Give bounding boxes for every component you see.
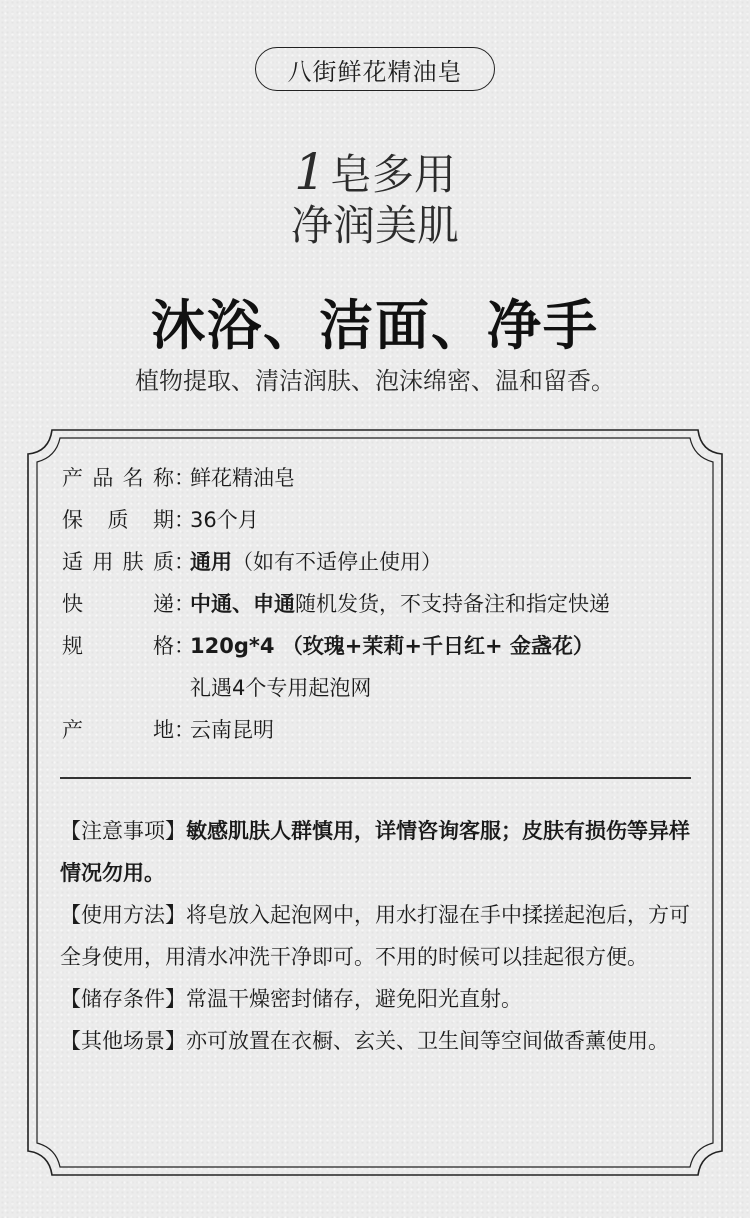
spec-row-name: 产 品 名 称 ： 鲜花精油皂 [62, 457, 692, 499]
note-other: 【其他场景】亦可放置在衣橱、玄关、卫生间等空间做香薰使用。 [60, 1029, 669, 1053]
spec-label-origin: 产 地 [62, 718, 174, 742]
spec-value-shelf-life: 36个月 [190, 508, 259, 532]
spec-label-shelf-life: 保 质 期 [62, 508, 174, 532]
spec-value-skin-type: 通用（如有不适停止使用） [190, 550, 442, 574]
spec-label-name: 产 品 名 称 [62, 466, 174, 490]
note-caution: 【注意事项】敏感肌肤人群慎用，详情咨询客服；皮肤有损伤等异样情况勿用。 [60, 819, 690, 885]
spec-label-shipping: 快 递 [62, 592, 174, 616]
brand-name: 八街鲜花精油皂 [287, 57, 463, 86]
headline-line2: 净润美肌 [290, 201, 459, 250]
spec-value-origin: 云南昆明 [190, 718, 274, 742]
spec-row-skin-type: 适 用 肤 质 ： 通用（如有不适停止使用） [62, 541, 692, 583]
spec-label-skin-type: 适 用 肤 质 [62, 550, 174, 574]
headline-uses: 沐浴、洁面、净手 [151, 293, 599, 357]
headline-features: 植物提取、清洁润肤、泡沫绵密、温和留香。 [135, 367, 615, 395]
spec-label-size: 规 格 [62, 634, 174, 658]
spec-row-size-extra [62, 667, 692, 709]
spec-value-name: 鲜花精油皂 [190, 466, 295, 490]
spec-row-shipping: 快 递 ： 中通、申通随机发货，不支持备注和指定快递 [62, 583, 692, 625]
spec-row-size: 规 格 ： 120g*4 （玫瑰+茉莉+千日红+ 金盏花） [62, 625, 692, 667]
headline-line1-text: 皂多用 [329, 150, 456, 199]
note-usage: 【使用方法】将皂放入起泡网中，用水打湿在手中揉搓起泡后，方可全身使用，用清水冲洗干净即可。不用的时候可以挂起很方便。 [60, 903, 690, 969]
spec-row-origin: 产 地 ： 云南昆明 [62, 709, 692, 751]
spec-value-shipping: 中通、申通随机发货，不支持备注和指定快递 [190, 592, 610, 616]
spec-row-shelf-life: 保 质 期 ： 36个月 [62, 499, 692, 541]
spec-value-size-extra: 礼遇4个专用起泡网 [190, 676, 372, 700]
note-storage: 【储存条件】常温干燥密封储存，避免阳光直射。 [60, 987, 522, 1011]
usage-notes [60, 810, 692, 1062]
headline-number: 1 [294, 143, 326, 201]
section-divider [60, 777, 691, 779]
spec-value-size: 120g*4 （玫瑰+茉莉+千日红+ 金盏花） [190, 634, 594, 658]
product-specs [62, 457, 692, 751]
